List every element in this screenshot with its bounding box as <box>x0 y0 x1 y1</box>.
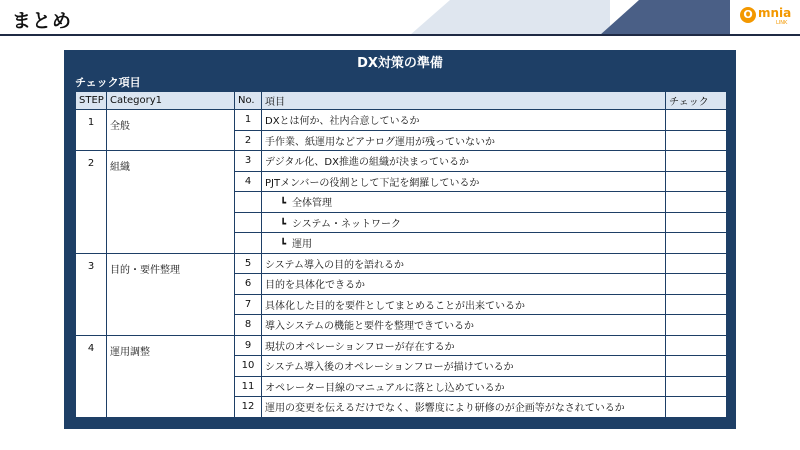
no-cell: 12 <box>235 397 262 418</box>
no-cell: 2 <box>235 130 262 151</box>
item-cell: 現状のオペレーションフローが存在するか <box>262 335 666 356</box>
panel-subtitle: チェック項目 <box>75 76 141 89</box>
no-cell <box>235 212 262 233</box>
no-cell: 10 <box>235 356 262 377</box>
check-cell[interactable] <box>666 335 727 356</box>
sub-item-cell <box>262 233 666 254</box>
header-decoration-dark <box>600 0 730 35</box>
step-cell: 4 <box>76 335 107 417</box>
item-cell: 運用の変更を伝えるだけでなく、影響度により研修のが企画等がなされているか <box>262 397 666 418</box>
no-cell: 1 <box>235 110 262 131</box>
company-logo <box>740 6 795 28</box>
category-cell: 運用調整 <box>107 335 235 417</box>
corner-mark: ┗ <box>280 198 287 210</box>
title-divider <box>0 34 800 36</box>
item-cell: PJTメンバーの役割として下記を網羅しているか <box>262 171 666 192</box>
no-cell: 9 <box>235 335 262 356</box>
check-cell[interactable] <box>666 171 727 192</box>
panel-title: DX対策の準備 <box>357 56 443 71</box>
check-cell[interactable] <box>666 294 727 315</box>
category-cell: 目的・要件整理 <box>107 253 235 335</box>
item-cell: 具体化した目的を要件としてまとめることが出来ているか <box>262 294 666 315</box>
logo-text: mnia <box>758 6 792 20</box>
sub-item-cell <box>262 212 666 233</box>
item-cell: オペレーター目線のマニュアルに落とし込めているか <box>262 376 666 397</box>
no-cell: 6 <box>235 274 262 295</box>
step-cell: 1 <box>76 110 107 151</box>
item-cell: 目的を具体化できるか <box>262 274 666 295</box>
sub-item-label: 全体管理 <box>292 198 333 210</box>
sub-item-label: システム・ネットワーク <box>292 218 402 230</box>
sub-item-label: 運用 <box>292 239 313 251</box>
no-cell: 7 <box>235 294 262 315</box>
item-cell: システム導入後のオペレーションフローが描けているか <box>262 356 666 377</box>
item-cell: システム導入の目的を語れるか <box>262 253 666 274</box>
item-cell: DXとは何か、社内合意しているか <box>262 110 666 131</box>
item-cell: 導入システムの機能と要件を整理できているか <box>262 315 666 336</box>
header-step: STEP <box>76 92 107 110</box>
check-cell[interactable] <box>666 212 727 233</box>
header-category: Category1 <box>107 92 235 110</box>
no-cell: 3 <box>235 151 262 172</box>
category-cell: 全般 <box>107 110 235 151</box>
item-cell: デジタル化、DX推進の組織が決まっているか <box>262 151 666 172</box>
no-cell: 11 <box>235 376 262 397</box>
logo-mark: O <box>740 7 756 23</box>
corner-mark: ┗ <box>280 239 287 251</box>
check-cell[interactable] <box>666 130 727 151</box>
no-cell: 4 <box>235 171 262 192</box>
checklist-table <box>75 91 727 418</box>
table-header-row <box>76 92 727 110</box>
item-cell: 手作業、紙運用などアナログ運用が残っていないか <box>262 130 666 151</box>
header-check: チェック <box>666 92 727 110</box>
header-no: No. <box>235 92 262 110</box>
no-cell: 8 <box>235 315 262 336</box>
no-cell <box>235 192 262 213</box>
page-title: まとめ <box>12 10 73 32</box>
check-cell[interactable] <box>666 397 727 418</box>
check-cell[interactable] <box>666 315 727 336</box>
check-cell[interactable] <box>666 110 727 131</box>
table-row <box>76 110 727 131</box>
check-cell[interactable] <box>666 274 727 295</box>
category-cell: 組織 <box>107 151 235 254</box>
corner-mark: ┗ <box>280 218 287 230</box>
table-row <box>76 253 727 274</box>
header-decoration-light <box>410 0 610 35</box>
check-cell[interactable] <box>666 253 727 274</box>
check-cell[interactable] <box>666 151 727 172</box>
step-cell: 3 <box>76 253 107 335</box>
checklist-panel <box>64 50 736 429</box>
check-cell[interactable] <box>666 356 727 377</box>
no-cell <box>235 233 262 254</box>
check-cell[interactable] <box>666 376 727 397</box>
check-cell[interactable] <box>666 233 727 254</box>
no-cell: 5 <box>235 253 262 274</box>
table-row <box>76 335 727 356</box>
check-cell[interactable] <box>666 192 727 213</box>
logo-subtext: LINK <box>776 20 788 26</box>
table-row <box>76 151 727 172</box>
sub-item-cell <box>262 192 666 213</box>
header-item: 項目 <box>262 92 666 110</box>
step-cell: 2 <box>76 151 107 254</box>
